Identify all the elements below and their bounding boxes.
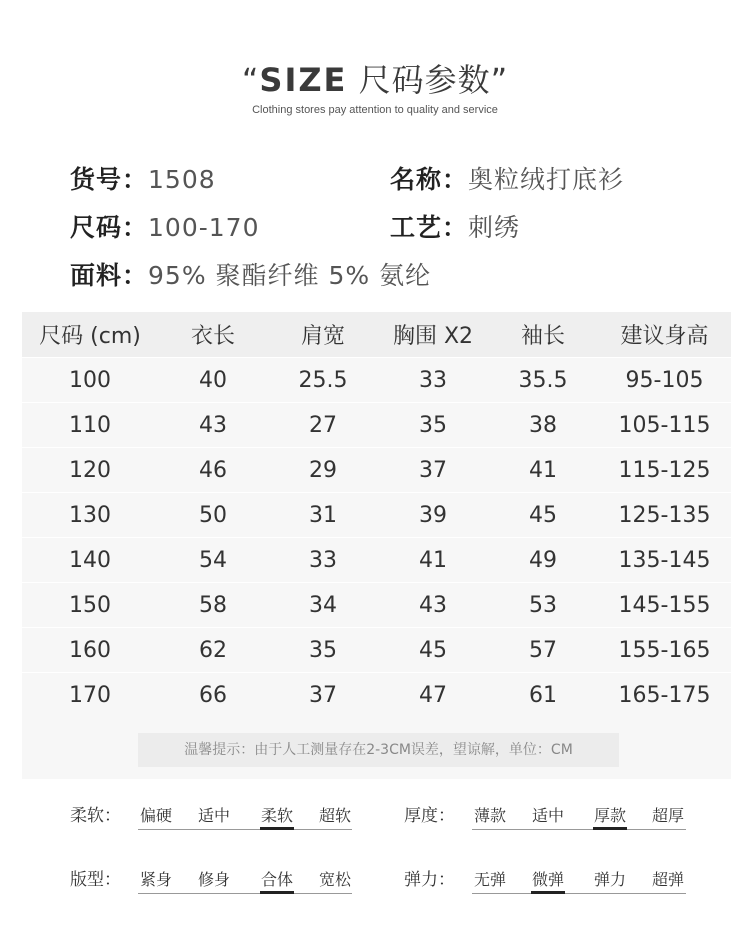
thickness-label: 厚度： (404, 806, 455, 826)
elasticity-option: 弹力 (593, 870, 626, 889)
title-open-quote: “ (241, 61, 260, 99)
size-table-container (22, 312, 731, 779)
table-row (22, 628, 731, 673)
header-shoulder: 肩宽 (268, 312, 378, 358)
table-cell: 46 (158, 448, 268, 493)
craft-label: 工艺： (390, 213, 469, 242)
table-cell: 135-145 (598, 538, 731, 583)
elasticity-scale (404, 865, 694, 899)
page-subtitle: Clothing stores pay attention to quality and service (252, 104, 498, 116)
table-cell: 27 (268, 403, 378, 448)
measurement-note: 温馨提示：由于人工测量存在2-3CM误差，望谅解，单位：CM (138, 733, 619, 767)
table-cell: 33 (268, 538, 378, 583)
table-cell: 130 (22, 493, 158, 538)
table-cell: 150 (22, 583, 158, 628)
table-row (22, 403, 731, 448)
fit-label: 版型： (70, 870, 121, 890)
table-row (22, 448, 731, 493)
table-cell: 62 (158, 628, 268, 673)
table-row (22, 358, 731, 403)
table-cell: 45 (488, 493, 598, 538)
info-craft (390, 208, 520, 244)
header-sleeve: 袖长 (488, 312, 598, 358)
table-cell: 160 (22, 628, 158, 673)
table-cell: 58 (158, 583, 268, 628)
table-cell: 40 (158, 358, 268, 403)
fit-scale-line (138, 893, 352, 894)
table-cell: 155-165 (598, 628, 731, 673)
table-cell: 61 (488, 673, 598, 718)
table-cell: 37 (378, 448, 488, 493)
item-no-label: 货号： (70, 165, 149, 194)
elasticity-label: 弹力： (404, 870, 455, 890)
size-table (22, 312, 731, 717)
thickness-option: 超厚 (651, 806, 684, 825)
fabric-value: 95% 聚酯纤维 5% 氨纶 (148, 261, 432, 290)
thickness-option: 适中 (531, 806, 564, 825)
table-cell: 35 (268, 628, 378, 673)
fabric-label: 面料： (70, 261, 149, 290)
table-cell: 165-175 (598, 673, 731, 718)
table-cell: 35.5 (488, 358, 598, 403)
thickness-scale-line (472, 829, 686, 830)
table-cell: 34 (268, 583, 378, 628)
table-cell: 25.5 (268, 358, 378, 403)
table-cell: 105-115 (598, 403, 731, 448)
fit-option: 宽松 (318, 870, 351, 889)
name-label: 名称： (390, 165, 469, 194)
softness-selected-marker (260, 827, 294, 830)
header-length: 衣长 (158, 312, 268, 358)
thickness-option: 薄款 (473, 806, 506, 825)
info-item-no (70, 160, 216, 196)
table-cell: 54 (158, 538, 268, 583)
fit-option: 修身 (197, 870, 230, 889)
header-size: 尺码 (cm) (22, 312, 158, 358)
title-chinese: 尺码参数 (358, 61, 491, 99)
table-cell: 41 (378, 538, 488, 583)
table-cell: 39 (378, 493, 488, 538)
table-cell: 100 (22, 358, 158, 403)
table-cell: 29 (268, 448, 378, 493)
info-size (70, 208, 259, 244)
table-cell: 35 (378, 403, 488, 448)
table-cell: 49 (488, 538, 598, 583)
craft-value: 刺绣 (468, 213, 521, 242)
table-cell: 38 (488, 403, 598, 448)
softness-option: 偏硬 (139, 806, 172, 825)
size-value: 100-170 (148, 213, 260, 242)
softness-option: 超软 (318, 806, 351, 825)
softness-option-selected: 柔软 (260, 806, 293, 825)
softness-scale (70, 801, 360, 835)
info-fabric (70, 256, 431, 292)
name-value: 奥粒绒打底衫 (468, 165, 625, 194)
info-name (390, 160, 624, 196)
elasticity-option-selected: 微弹 (531, 870, 564, 889)
table-cell: 110 (22, 403, 158, 448)
softness-label: 柔软： (70, 806, 121, 826)
table-cell: 47 (378, 673, 488, 718)
table-cell: 140 (22, 538, 158, 583)
fit-scale (70, 865, 360, 899)
table-cell: 57 (488, 628, 598, 673)
header-chest: 胸围 X2 (378, 312, 488, 358)
table-cell: 170 (22, 673, 158, 718)
table-cell: 41 (488, 448, 598, 493)
elasticity-option: 超弹 (651, 870, 684, 889)
table-cell: 115-125 (598, 448, 731, 493)
elasticity-selected-marker (531, 891, 565, 894)
table-cell: 66 (158, 673, 268, 718)
title-english: SIZE (259, 61, 348, 99)
table-cell: 43 (158, 403, 268, 448)
table-cell: 120 (22, 448, 158, 493)
table-row (22, 538, 731, 583)
elasticity-option: 无弹 (473, 870, 506, 889)
size-label: 尺码： (70, 213, 149, 242)
table-row (22, 493, 731, 538)
table-cell: 33 (378, 358, 488, 403)
page-title (0, 55, 750, 101)
thickness-scale (404, 801, 694, 835)
thickness-selected-marker (593, 827, 627, 830)
table-row (22, 673, 731, 718)
table-header-row (22, 312, 731, 358)
table-cell: 125-135 (598, 493, 731, 538)
elasticity-scale-line (472, 893, 686, 894)
fit-selected-marker (260, 891, 294, 894)
table-cell: 31 (268, 493, 378, 538)
table-cell: 53 (488, 583, 598, 628)
softness-option: 适中 (197, 806, 230, 825)
table-row (22, 583, 731, 628)
item-no-value: 1508 (148, 165, 216, 194)
softness-scale-line (138, 829, 352, 830)
fit-option: 紧身 (139, 870, 172, 889)
table-cell: 145-155 (598, 583, 731, 628)
thickness-option-selected: 厚款 (593, 806, 626, 825)
table-cell: 45 (378, 628, 488, 673)
table-cell: 37 (268, 673, 378, 718)
table-cell: 95-105 (598, 358, 731, 403)
table-cell: 43 (378, 583, 488, 628)
title-close-quote: ” (490, 61, 509, 99)
header-height: 建议身高 (598, 312, 731, 358)
fit-option-selected: 合体 (260, 870, 293, 889)
table-cell: 50 (158, 493, 268, 538)
